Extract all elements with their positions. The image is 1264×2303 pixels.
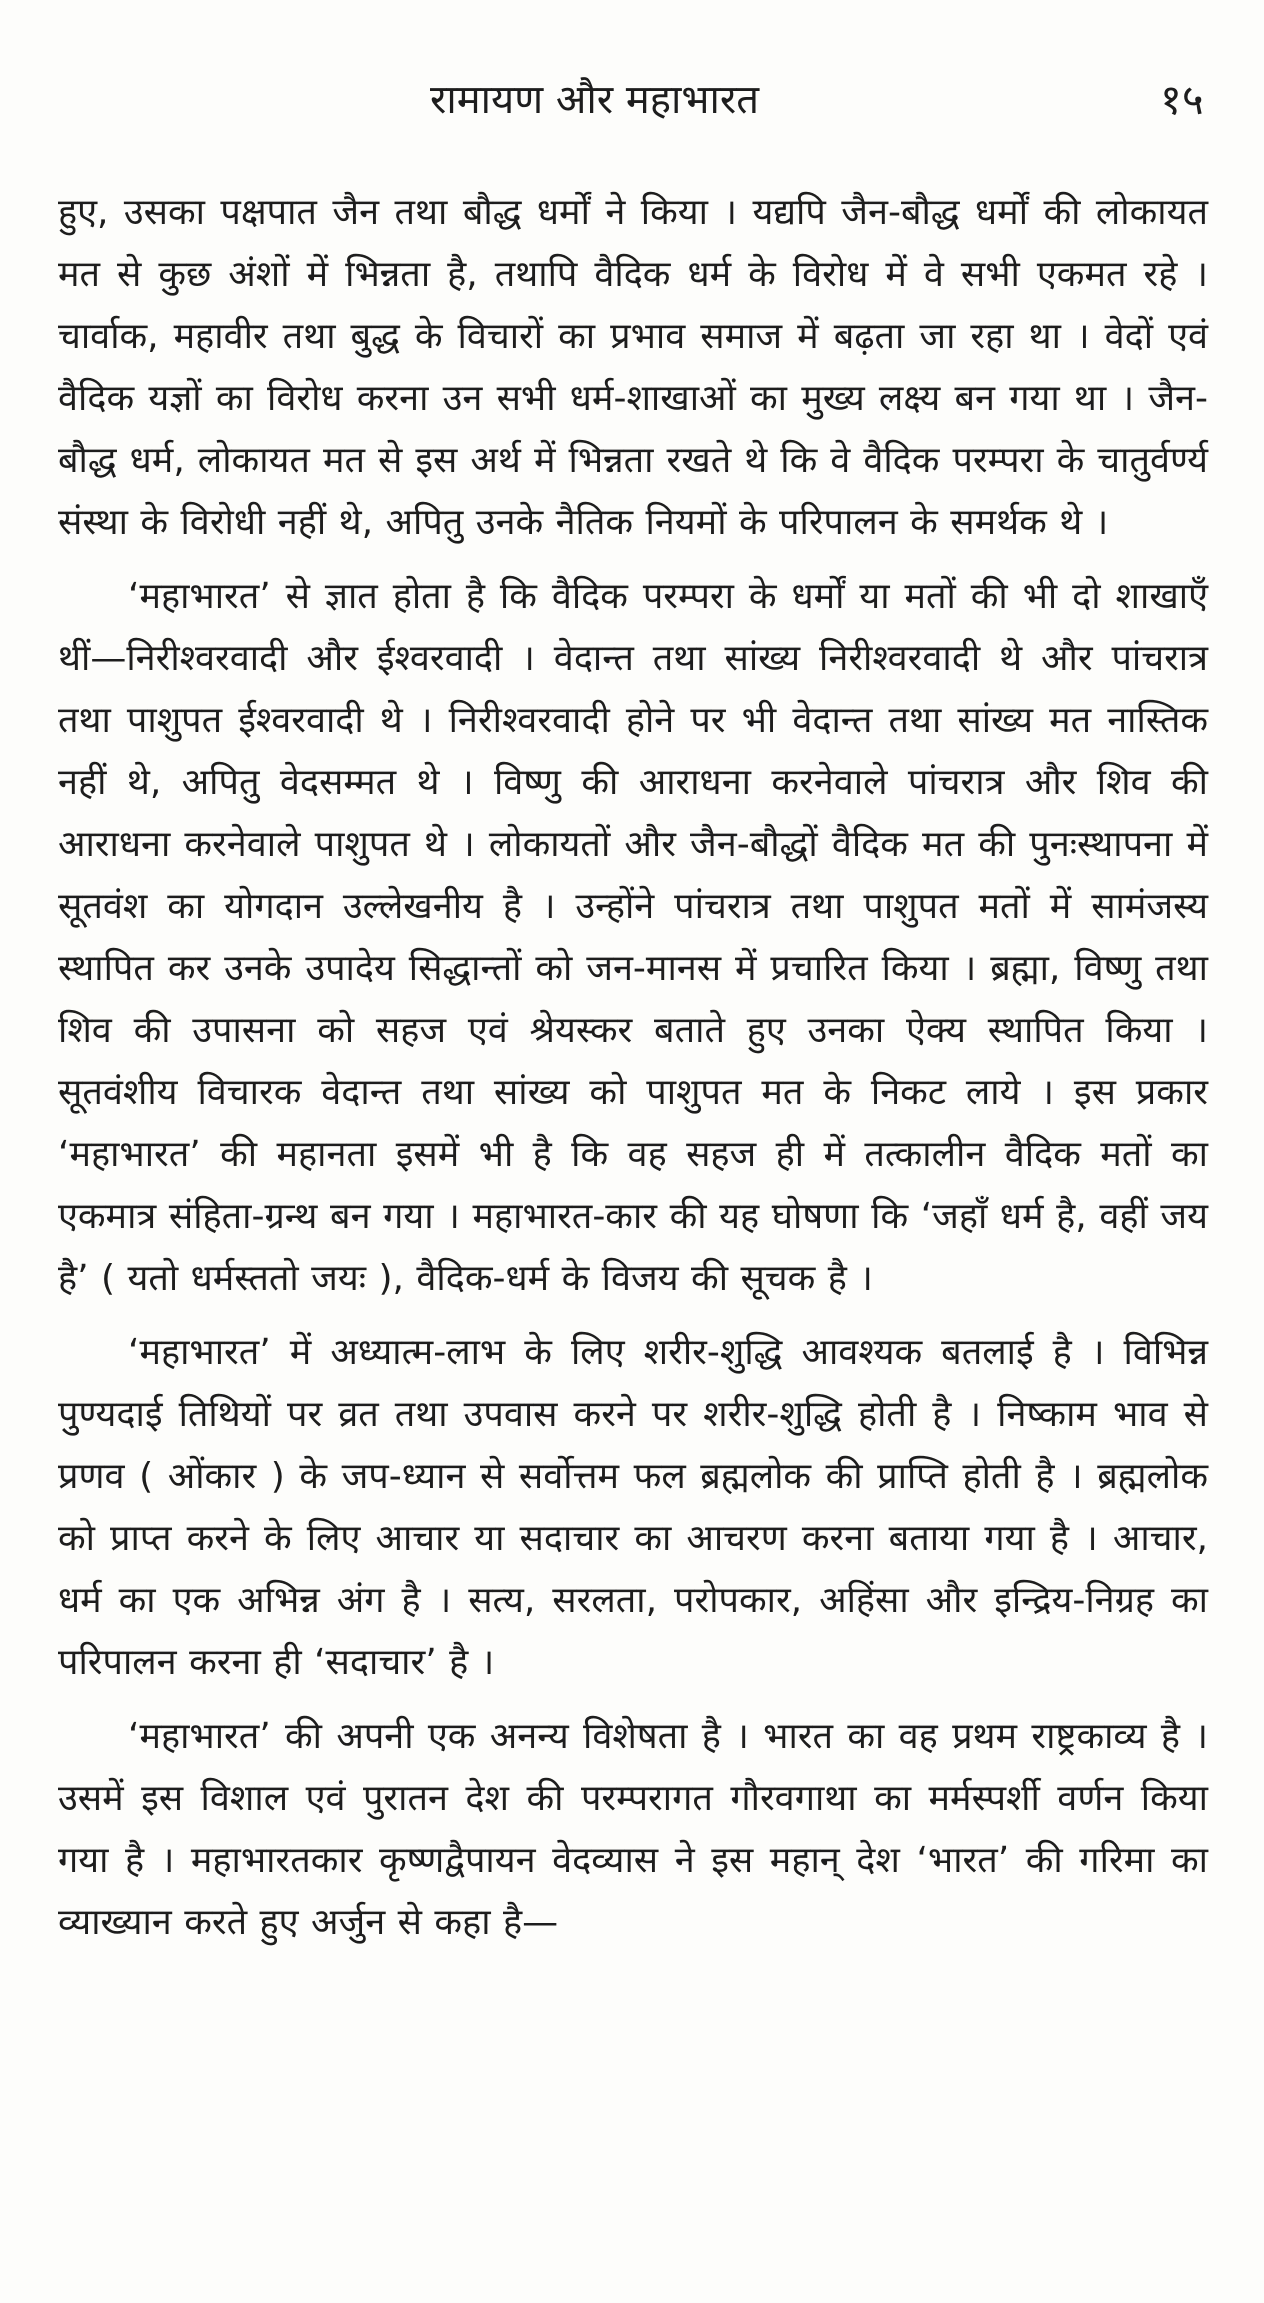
page-header	[0, 70, 1264, 130]
paragraph-4: ‘महाभारत’ की अपनी एक अनन्य विशेषता है । भारत का वह प्रथम राष्ट्रकाव्य है । उसमें इस विशाल एवं पुरातन देश की परम्परागत गौरवगाथा का मर्मस्पर्शी वर्णन किया गया है । महाभारतकार कृष्णद्वैपायन वेदव्यास ने इस महान् देश ‘भारत’ की गरिमा का व्याख्यान करते हुए अर्जुन से कहा है—	[58, 1716, 1208, 1943]
paragraph-3: ‘महाभारत’ में अध्यात्म-लाभ के लिए शरीर-शुद्धि आवश्यक बतलाई है । विभिन्न पुण्यदाई तिथियों पर व्रत तथा उपवास करने पर शरीर-शुद्धि होती है । निष्काम भाव से प्रणव ( ओंकार ) के जप-ध्यान से सर्वोत्तम फल ब्रह्मलोक की प्राप्ति होती है । ब्रह्मलोक को प्राप्त करने के लिए आचार या सदाचार का आचरण करना बताया गया है । आचार, धर्म का एक अभिन्न अंग है । सत्य, सरलता, परोपकार, अहिंसा और इन्द्रिय-निग्रह का परिपालन करना ही ‘सदाचार’ है ।	[58, 1332, 1208, 1683]
paragraph-1: हुए, उसका पक्षपात जैन तथा बौद्ध धर्मों ने किया । यद्यपि जैन-बौद्ध धर्मों की लोकायत मत से कुछ अंशों में भिन्नता है, तथापि वैदिक धर्म के विरोध में वे सभी एकमत रहे । चार्वाक, महावीर तथा बुद्ध के विचारों का प्रभाव समाज में बढ़ता जा रहा था । वेदों एवं वैदिक यज्ञों का विरोध करना उन सभी धर्म-शाखाओं का मुख्य लक्ष्य बन गया था । जैन-बौद्ध धर्म, लोकायत मत से इस अर्थ में भिन्नता रखते थे कि वे वैदिक परम्परा के चातुर्वर्ण्य संस्था के विरोधी नहीं थे, अपितु उनके नैतिक नियमों के परिपालन के समर्थक थे ।	[58, 192, 1208, 543]
paragraph-2: ‘महाभारत’ से ज्ञात होता है कि वैदिक परम्परा के धर्मों या मतों की भी दो शाखाएँ थीं—निरीश्वरवादी और ईश्वरवादी । वेदान्त तथा सांख्य निरीश्वरवादी थे और पांचरात्र तथा पाशुपत ईश्वरवादी थे । निरीश्वरवादी होने पर भी वेदान्त तथा सांख्य मत नास्तिक नहीं थे, अपितु वेदसम्मत थे । विष्णु की आराधना करनेवाले पांचरात्र और शिव की आराधना करनेवाले पाशुपत थे । लोकायतों और जैन-बौद्धों वैदिक मत की पुनःस्थापना में सूतवंश का योगदान उल्लेखनीय है । उन्होंने पांचरात्र तथा पाशुपत मतों में सामंजस्य स्थापित कर उनके उपादेय सिद्धान्तों को जन-मानस में प्रचारित किया । ब्रह्मा, विष्णु तथा शिव की उपासना को सहज एवं श्रेयस्कर बताते हुए उनका ऐक्य स्थापित किया । सूतवंशीय विचारक वेदान्त तथा सांख्य को पाशुपत मत के निकट लाये । इस प्रकार ‘महाभारत’ की महानता इसमें भी है कि वह सहज ही में तत्कालीन वैदिक मतों का एकमात्र संहिता-ग्रन्थ बन गया । महाभारत-कार की यह घोषणा कि ‘जहाँ धर्म है, वहीं जय है’ ( यतो धर्मस्ततो जयः ), वैदिक-धर्म के विजय की सूचक है ।	[58, 576, 1208, 1299]
page-number: १५	[1160, 75, 1204, 124]
body-text	[58, 182, 1208, 1954]
running-title: रामायण और महाभारत	[430, 77, 759, 123]
